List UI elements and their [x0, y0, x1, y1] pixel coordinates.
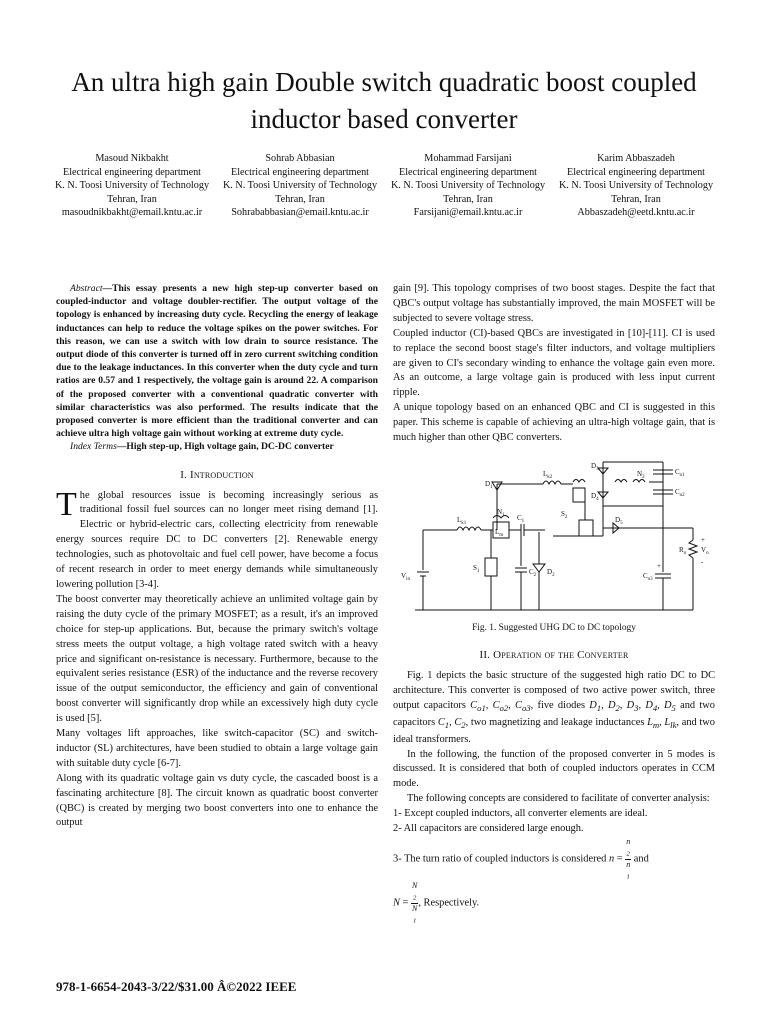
equals-sign-2: = — [399, 897, 411, 909]
index-terms — [56, 440, 378, 453]
intro-paragraph-5: gain [9]. This topology comprises of two boost stages. Despite the fact that QBC's output voltage has substantially improved, the main MOSFET will be subjected to severe voltage stress. — [393, 283, 715, 324]
author-email[interactable]: Abbaszadeh@eetd.kntu.ac.ir — [577, 207, 695, 219]
var-lm-lk: $L_m$, $L_{lk}$ — [647, 716, 677, 730]
label-d5: $D_5$ — [615, 515, 623, 526]
inductor-lm2-box — [573, 488, 585, 502]
var-co3: $C_{o3}$ — [515, 699, 531, 713]
author-email[interactable]: Sohrababbasian@email.kntu.ac.ir — [231, 207, 369, 219]
switch-s1 — [485, 558, 497, 576]
abstract — [56, 282, 378, 440]
operation-paragraph-3: The following concepts are considered to facilitate of converter analysis: — [407, 793, 710, 805]
paper-title: An ultra high gain Double switch quadratic boost coupled inductor based converter — [71, 67, 697, 134]
intro-paragraph-1 — [56, 485, 378, 593]
author-3 — [384, 152, 552, 220]
section-heading-operation: II. Operation of the Converter — [479, 648, 629, 661]
op-p1-c: and two capacitors — [393, 699, 715, 728]
var-co2: $C_{o2}$ — [492, 699, 509, 713]
intro-paragraph-6: Coupled inductor (CI)-based QBCs are investigated in [10]-[11]. CI is used to replace the second boost stage's filter inductors, and voltage multipliers are given to CI's secondary winding to enhance the voltage gain even more. As an outcome, a large voltage gain is produced with less input current ripple. — [393, 327, 715, 399]
op-p1-d: , two magnetizing and leakage inductances — [465, 716, 648, 728]
author-block — [48, 152, 720, 220]
label-lm: $L_m$ — [495, 527, 504, 538]
fraction-n2-n1: n $_2$ n $_1$ — [626, 837, 631, 881]
var-diodes: $D_1$, $D_2$, $D_3$, $D_4$, $D_5$ — [589, 699, 676, 713]
label-ro: $R_o$ — [679, 545, 687, 556]
author-university: K. N. Toosi University of Technology — [558, 180, 714, 192]
label-co3: $C_{o3}$ — [643, 571, 653, 582]
intro-paragraph-3: Many voltages lift approaches, like switch-capacitor (SC) and switch-inductor (SL) architectures, have been studied to obtain a large voltage gain with suitable duty cycle [6-7]. — [56, 728, 378, 769]
label-d3: $D_3$ — [591, 461, 599, 472]
author-university: K. N. Toosi University of Technology — [222, 180, 378, 192]
author-1 — [48, 152, 216, 220]
intro-paragraph-2: The boost converter may theoretically achieve an unlimited voltage gain by raising the duty cycle of the primary MOSFET; as a result, it's an improved choice for step-up applications. But, because the primary switch's voltage stress meets the output voltage, a high voltage rated switch with a heavy price and significant on-resistance is necessary. Furthermore, because to the equivalent series resistance (ESR) of the inductance and the reverse recovery issue of the output semiconductor, the efficiency and gain of conventional boost converter will significantly drop while an excessively high duty cycle is used [5]. — [56, 593, 378, 725]
author-city: Tehran, Iran — [443, 193, 493, 205]
intro-paragraph-7: A unique topology based on an enhanced QBC and CI is suggested in this paper. This scheme is capable of achieving an ultra-high voltage gain, that is much higher than other QBC converters. — [393, 402, 715, 444]
figure-1-circuit — [393, 452, 715, 620]
resistor-block — [615, 479, 627, 482]
label-c1: $C_1$ — [517, 513, 525, 524]
intro-paragraph-4: Along with its quadratic voltage gain vs duty cycle, the cascaded boost is a fascinating architecture [8]. The circuit known as quadratic boost converter (QBC) is created by merging two boost converters into one to enhance the output — [56, 772, 378, 829]
op-p1-e: , and two ideal transformers. — [393, 716, 715, 745]
label-d2: $D_2$ — [547, 567, 555, 578]
author-city: Tehran, Iran — [275, 193, 325, 205]
abstract-lead: Abstract — [70, 283, 103, 294]
op-p1-b: , five diodes — [530, 699, 590, 711]
label-c2: $C_2$ — [529, 567, 537, 578]
label-co1: $C_{o1}$ — [675, 467, 685, 478]
author-dept: Electrical engineering department — [398, 166, 538, 178]
operation-paragraph-1: Fig. 1 depicts the basic structure of the suggested high ratio DC to DC architecture. This converter is composed of two active power switch, three output capacitors $C_{o1}$, $C_{o2}$, $C_{o3}$, five diodes $D_1$, $D_2$, $D_3$, $D_4$, $D_5$ and two capacitors $C_1$, $C_2$, two magnetizing and leakage inductances $L_m$, $L_{lk}$, and two ideal transformers. — [393, 669, 715, 745]
author-name: Karim Abbaszadeh — [597, 153, 675, 164]
label-lk2: $L_{k2}$ — [543, 469, 553, 480]
winding-n1-second — [573, 479, 585, 482]
label-vo: $V_o$ — [701, 545, 709, 556]
label-d4: $D_4$ — [591, 491, 599, 502]
author-city: Tehran, Iran — [107, 193, 157, 205]
author-email[interactable]: Farsijani@email.kntu.ac.ir — [413, 207, 523, 219]
right-column — [393, 282, 715, 925]
assumption-2: 2- All capacitors are considered large enough. — [393, 823, 584, 835]
author-name: Masoud Nikbakht — [95, 153, 169, 164]
abstract-text: —This essay presents a new high step-up converter based on coupled-inductor and voltage doubler-rectifier. The output voltage of the topology is enhanced by increasing duty cycle. Recycling the energy of leakage inductances can help to reduce the voltage spikes on the power switches. For this reason, we can use a switch with low drain to source resistance. The output diode of this converter is turned off in zero current switching condition due to the leakage inductances. In this converter when the duty cycle and turn ratios are 0.57 and 1 respectively, the voltage gain is around 22. A comparison of the proposed converter with a conventional quadratic converter with similar characteristics was also performed. The results indicate that the proposed converter is more efficient than the traditional converter and can achieve ultra high voltage gain without working at extreme duty cycle. — [56, 283, 378, 440]
label-co3-plus: + — [657, 561, 661, 570]
author-2 — [216, 152, 384, 220]
author-email[interactable]: masoudnikbakht@email.kntu.ac.ir — [61, 207, 203, 219]
assumption-1: 1- Except coupled inductors, all converter elements are ideal. — [393, 808, 648, 820]
label-s2: $S_2$ — [561, 509, 568, 520]
copyright-footer: 978-1-6654-2043-3/22/$31.00 Â©2022 IEEE — [56, 979, 297, 994]
label-lk1: $L_{k1}$ — [457, 515, 467, 526]
label-co2: $C_{o2}$ — [675, 487, 685, 498]
author-university: K. N. Toosi University of Technology — [390, 180, 546, 192]
var-c1-c2: $C_1$, $C_2$ — [437, 716, 466, 730]
resistor-ro — [689, 540, 697, 558]
assumption-3 — [393, 837, 715, 925]
operation-paragraph-2: In the following, the function of the proposed converter in 5 modes is discussed. It is considered that both of coupled inductors operates in CCM mode. — [393, 748, 715, 790]
fraction-N2-N1: N $_2$ N $_1$ — [412, 881, 418, 925]
label-vo-plus: + — [701, 535, 705, 544]
left-column — [56, 282, 378, 831]
var-N: N — [393, 897, 400, 909]
author-university: K. N. Toosi University of Technology — [54, 180, 210, 192]
label-n1: $N_1$ — [497, 507, 505, 518]
author-dept: Electrical engineering department — [62, 166, 202, 178]
author-name: Mohammad Farsijani — [424, 153, 512, 164]
index-terms-text: —High step-up, High voltage gain, DC-DC converter — [116, 441, 334, 453]
label-d1: $D_1$ — [485, 479, 493, 490]
intro-paragraph-1-text: he global resources issue is becoming increasingly serious as traditional fossil fuel sources can no longer meet rising demand [1]. Electric or hybrid-electric cars, collecting electricity from renewable energy sources require DC to DC converters [2]. Renewable energy technologies, such as photovoltaic and fuel cell power, have become a focus of recent research in order to meet energy demands while simultaneously lowering pollution [3-4]. — [56, 489, 378, 590]
equals-sign: = — [614, 853, 626, 865]
assumption-3-and: and — [631, 853, 649, 865]
drop-cap: T — [56, 485, 77, 523]
author-4 — [552, 152, 720, 220]
author-dept: Electrical engineering department — [566, 166, 706, 178]
var-co1: $C_{o1}$ — [470, 699, 486, 713]
circuit-schematic — [393, 452, 715, 620]
author-name: Sohrab Abbasian — [265, 153, 335, 164]
assumption-3-text: 3- The turn ratio of coupled inductors is considered — [393, 853, 609, 865]
author-city: Tehran, Iran — [611, 193, 661, 205]
var-n: n — [608, 853, 615, 865]
section-heading-introduction: I. Introduction — [180, 468, 254, 481]
author-dept: Electrical engineering department — [230, 166, 370, 178]
label-vo-minus: - — [701, 557, 704, 566]
inductor-lk2 — [543, 481, 561, 484]
diode-d2 — [533, 564, 545, 572]
label-s1: $S_1$ — [473, 563, 480, 574]
index-terms-lead: Index Terms — [70, 441, 117, 453]
label-n2: $N_2$ — [637, 469, 645, 480]
op-p1-a: Fig. 1 depicts the basic structure of the suggested high ratio DC to DC architecture. This converter is composed of two active power switch, three output capacitors — [393, 669, 715, 711]
inductor-lk1 — [457, 527, 481, 530]
switch-s2 — [579, 520, 593, 536]
assumption-3-end: , Respectively. — [418, 897, 480, 909]
label-vin: $V_{in}$ — [401, 571, 410, 582]
figure-1-caption: Fig. 1. Suggested UHG DC to DC topology — [472, 622, 636, 633]
